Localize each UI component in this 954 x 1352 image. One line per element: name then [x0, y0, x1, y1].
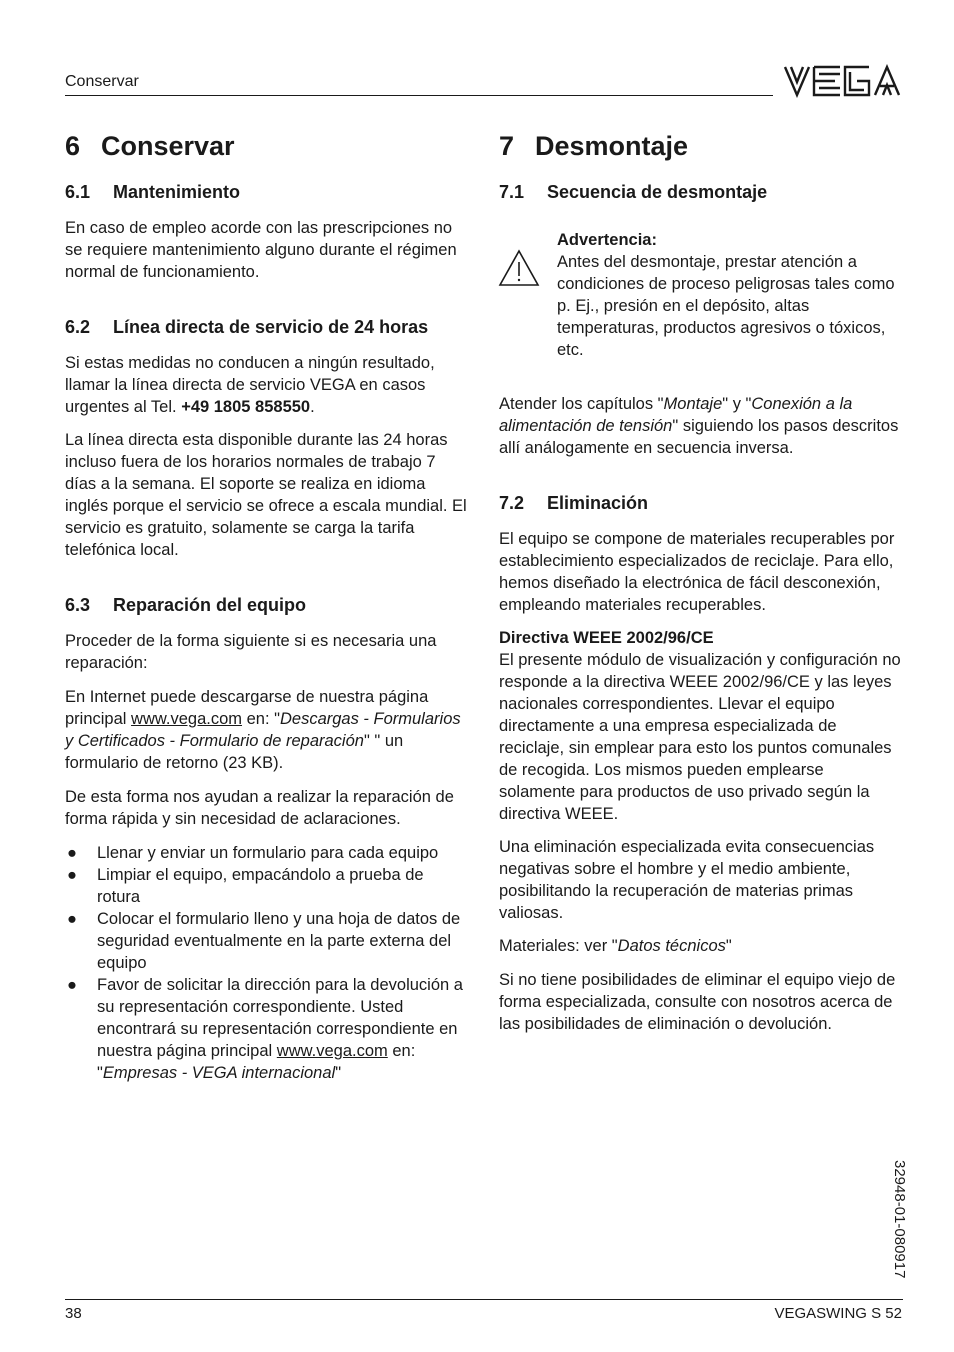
section-6-2-heading — [65, 316, 469, 338]
chapter-title: Conservar — [101, 131, 235, 161]
section-number: 7.1 — [499, 182, 525, 202]
vega-logo — [783, 64, 903, 98]
paragraph: Si no tiene posibilidades de eliminar el equipo viejo de forma especializada, consulte con nosotros acerca de las posibilidades de eliminación o devolución. — [499, 971, 896, 1033]
repair-steps-list — [65, 842, 469, 1084]
warning-title: Advertencia: — [557, 231, 657, 249]
weee-title: Directiva WEEE 2002/96/CE — [499, 629, 714, 647]
footer-rule — [65, 1299, 903, 1300]
bullet-icon: ● — [67, 866, 77, 884]
chapter-number: 6 — [65, 131, 81, 161]
chapter-7-heading — [499, 130, 903, 162]
list-item: ● Limpiar el equipo, empacándolo a prueba de rotura — [67, 866, 424, 906]
product-name: VEGASWING S 52 — [774, 1305, 902, 1322]
chapter-6-heading — [65, 130, 469, 162]
left-column — [65, 130, 469, 162]
section-title: Secuencia de desmontaje — [547, 182, 768, 202]
document-code: 32948-01-080917 — [891, 1160, 908, 1279]
section-title: Mantenimiento — [113, 182, 241, 202]
paragraph: En Internet puede descargarse de nuestra página principal www.vega.com en: "Descargas - Formularios y Certificados - Formulario de reparación" " un formulario de retorno (23 KB). — [65, 688, 461, 772]
warning-triangle-icon — [497, 248, 541, 288]
page-number: 38 — [65, 1305, 82, 1322]
chapter-title: Desmontaje — [535, 131, 689, 161]
vega-website-link[interactable]: www.vega.com — [276, 1042, 388, 1060]
section-6-1-heading — [65, 181, 469, 203]
paragraph: Atender los capítulos "Montaje" y "Conexión a la alimentación de tensión" siguiendo los pasos descritos allí análogamente en secuencia inversa. — [499, 395, 899, 457]
paragraph: Una eliminación especializada evita consecuencias negativas sobre el hombre y el medio ambiente, posibilitando la recuperación de materias primas valiosas. — [499, 838, 875, 922]
paragraph: Proceder de la forma siguiente si es necesaria una reparación: — [65, 632, 437, 672]
list-item: ● Favor de solicitar la dirección para la devolución a su representación correspondiente. Usted encontrará su representación correspondiente en nuestra página principal www.vega.com en: "Empresas - VEGA internacional" — [67, 976, 463, 1082]
section-number: 6.2 — [65, 317, 91, 337]
paragraph: En caso de empleo acorde con las prescripciones no se requiere mantenimiento alguno durante el régimen normal de funcionamiento. — [65, 219, 457, 281]
paragraph: Si estas medidas no conducen a ningún resultado, llamar la línea directa de servicio VEGA en casos urgentes al Tel. +49 1805 858550. — [65, 354, 435, 416]
chapter-number: 7 — [499, 131, 515, 161]
section-number: 7.2 — [499, 493, 525, 513]
bullet-icon: ● — [67, 910, 77, 928]
section-6-3-heading — [65, 594, 469, 616]
warning-box — [557, 229, 903, 361]
vega-website-link[interactable]: www.vega.com — [131, 710, 243, 728]
section-7-2-heading — [499, 492, 903, 514]
paragraph: El equipo se compone de materiales recuperables por establecimiento especializados de reciclaje. Para ello, hemos diseñado la electrónica de fácil desconexión, empleando materiales recuperables. — [499, 530, 895, 614]
section-title: Eliminación — [547, 493, 649, 513]
paragraph: De esta forma nos ayudan a realizar la reparación de forma rápida y sin necesidad de aclaraciones. — [65, 788, 454, 828]
list-item: ● Colocar el formulario lleno y una hoja de datos de seguridad eventualmente en la parte externa del equipo — [67, 910, 461, 972]
warning-text: Antes del desmontaje, prestar atención a condiciones de proceso peligrosas tales como p. Ej., presión en el depósito, altas temperaturas, productos agresivos o tóxicos, etc. — [557, 253, 895, 359]
paragraph: La línea directa esta disponible durante las 24 horas incluso fuera de los horarios normales de trabajo 7 días a la semana. El soporte se realiza en idioma inglés porque el servicio se ofrece a escala mundial. El servicio es gratuito, solamente se carga la tarifa telefónica local. — [65, 431, 467, 559]
hotline-phone: +49 1805 858550 — [181, 398, 311, 416]
bullet-icon: ● — [67, 976, 77, 994]
section-title: Reparación del equipo — [113, 595, 307, 615]
running-header: Conservar — [65, 73, 139, 90]
section-title: Línea directa de servicio de 24 horas — [113, 317, 429, 337]
section-7-1-heading — [499, 181, 903, 203]
bullet-icon: ● — [67, 844, 77, 862]
weee-text: El presente módulo de visualización y configuración no responde a la directiva WEEE 2002/96/CE y las leyes nacionales correspondientes. Llevar el equipo directamente a una empresa especializada de reciclaje, sin emplear para esto los puntos comunales de recogida. Los mismos pueden emplearse solamente para productos de uso privado según la directiva WEEE. — [499, 651, 901, 823]
section-number: 6.3 — [65, 595, 91, 615]
header-rule — [65, 95, 773, 96]
paragraph: Materiales: ver "Datos técnicos" — [499, 937, 732, 955]
list-item: ● Llenar y enviar un formulario para cada equipo — [67, 844, 439, 862]
section-number: 6.1 — [65, 182, 91, 202]
